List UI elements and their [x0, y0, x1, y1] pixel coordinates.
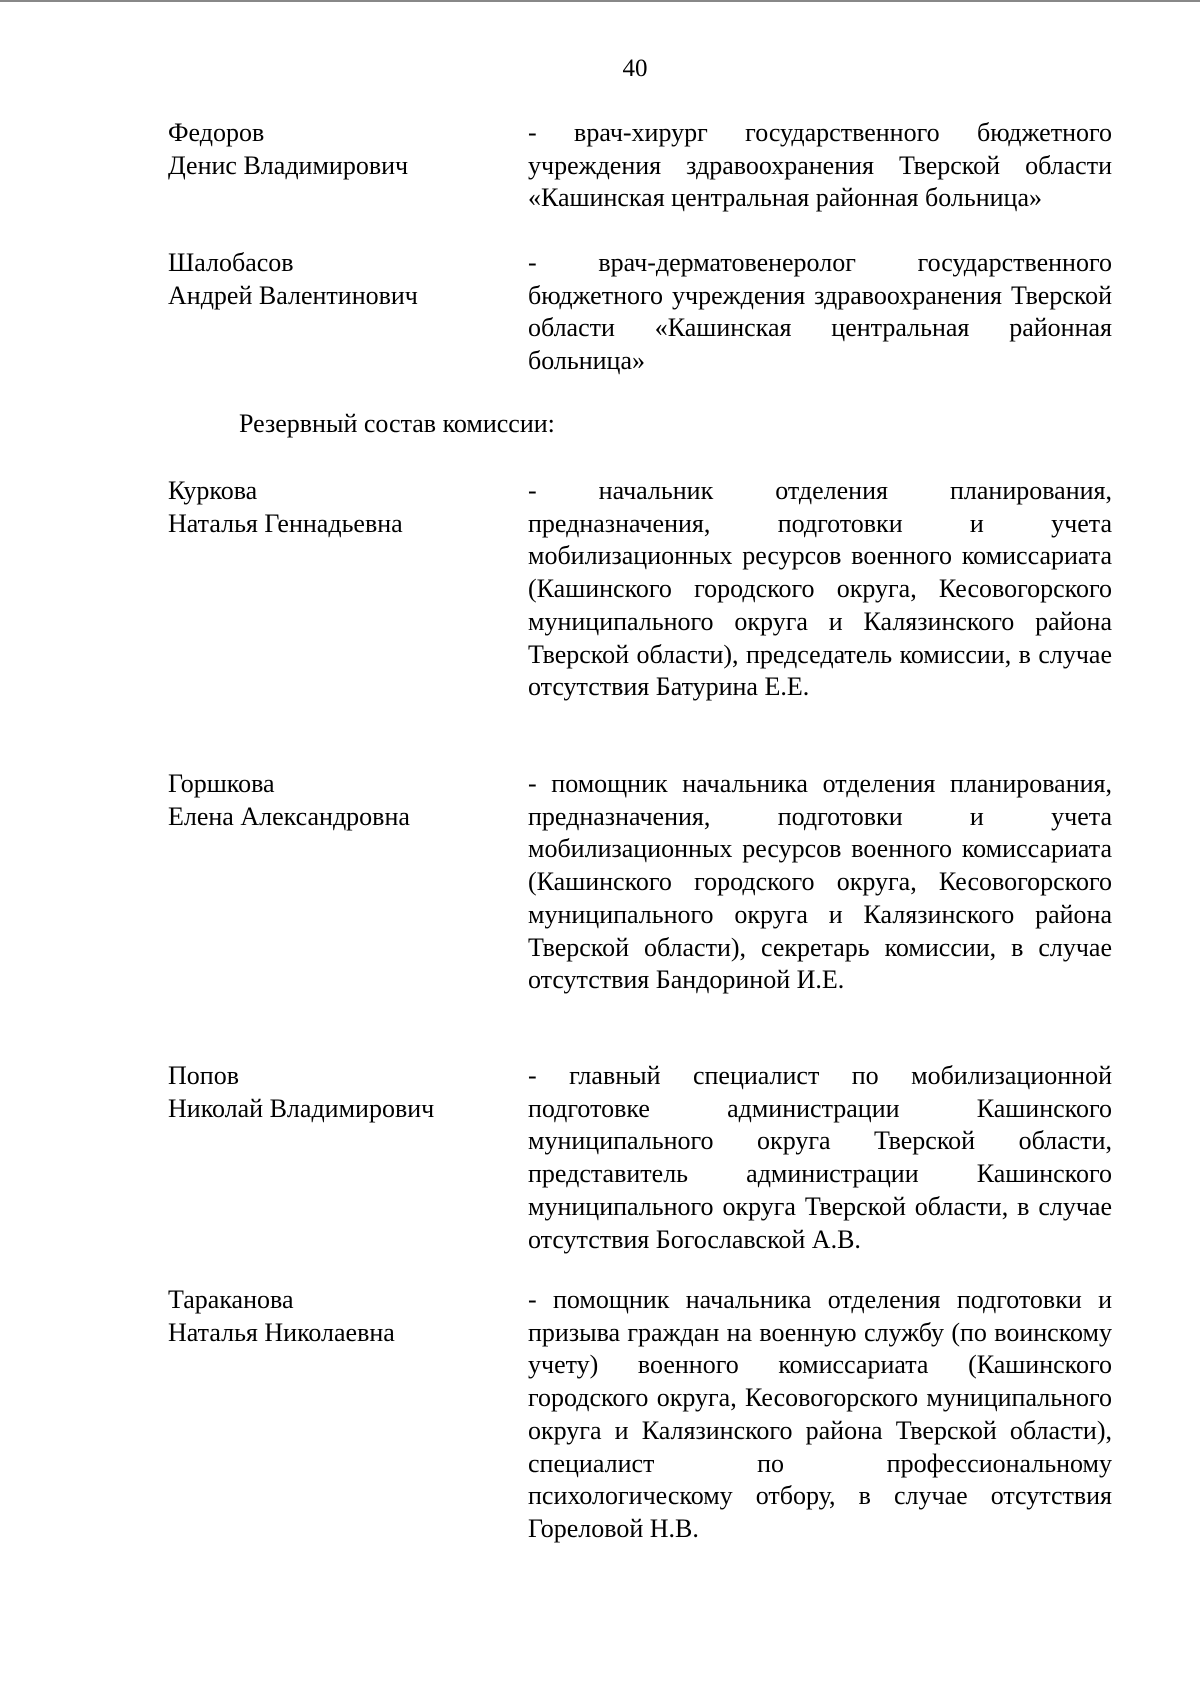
- member-position: - начальник отделения планирования, предназначения, подготовки и учета мобилизационных ресурсов военного комиссариата (Кашинского городского округа, Кесовогорского муниципального округа и Калязинского района Тверской области), председатель комиссии, в случае отсутствия Батурина Е.Е.: [528, 476, 1112, 702]
- member-name: [168, 117, 508, 182]
- member-position: - помощник начальника отделения планирования, предназначения, подготовки и учета мобилизационных ресурсов военного комиссариата (Кашинского городского округа, Кесовогорского муниципального округа и Калязинского района Тверской области), секретарь комиссии, в случае отсутствия Бандориной И.Е.: [528, 769, 1112, 995]
- member-name: [168, 1284, 508, 1349]
- member-surname: Куркова: [168, 476, 258, 505]
- member-position: - врач-дерматовенеролог государственного бюджетного учреждения здравоохранения Тверской области «Кашинская центральная районная больница»: [528, 248, 1112, 376]
- member-given-name: Андрей Валентинович: [168, 280, 418, 310]
- member-given-name: Николай Владимирович: [168, 1093, 435, 1123]
- page-number: 40: [622, 55, 648, 82]
- member-name: [168, 475, 508, 540]
- member-given-name: Денис Владимирович: [168, 150, 409, 180]
- reserve-heading: Резервный состав комиссии:: [239, 409, 555, 438]
- member-surname: Горшкова: [168, 769, 275, 798]
- member-given-name: Наталья Геннадьевна: [168, 508, 403, 538]
- member-surname: Шалобасов: [168, 248, 294, 277]
- member-surname: Федоров: [168, 118, 265, 147]
- member-surname: Попов: [168, 1061, 239, 1090]
- member-position: - помощник начальника отделения подготовки и призыва граждан на военную службу (по воинскому учету) военного комиссариата (Кашинского городского округа, Кесовогорского муниципального округа и Калязинского района Тверской области), специалист по профессиональному психологическому отбору, в случае отсутствия Гореловой Н.В.: [528, 1285, 1112, 1543]
- member-surname: Тараканова: [168, 1285, 294, 1314]
- member-position: - главный специалист по мобилизационной подготовке администрации Кашинского муниципального округа Тверской области, представитель администрации Кашинского муниципального округа Тверской области, в случае отсутствия Богославской А.В.: [528, 1061, 1112, 1254]
- member-given-name: Наталья Николаевна: [168, 1317, 395, 1347]
- member-position: - врач-хирург государственного бюджетного учреждения здравоохранения Тверской области «Кашинская центральная районная больница»: [528, 118, 1112, 213]
- member-name: [168, 768, 508, 833]
- member-name: [168, 247, 508, 312]
- member-name: [168, 1060, 508, 1125]
- scan-edge: [0, 0, 1200, 2]
- member-given-name: Елена Александровна: [168, 801, 410, 831]
